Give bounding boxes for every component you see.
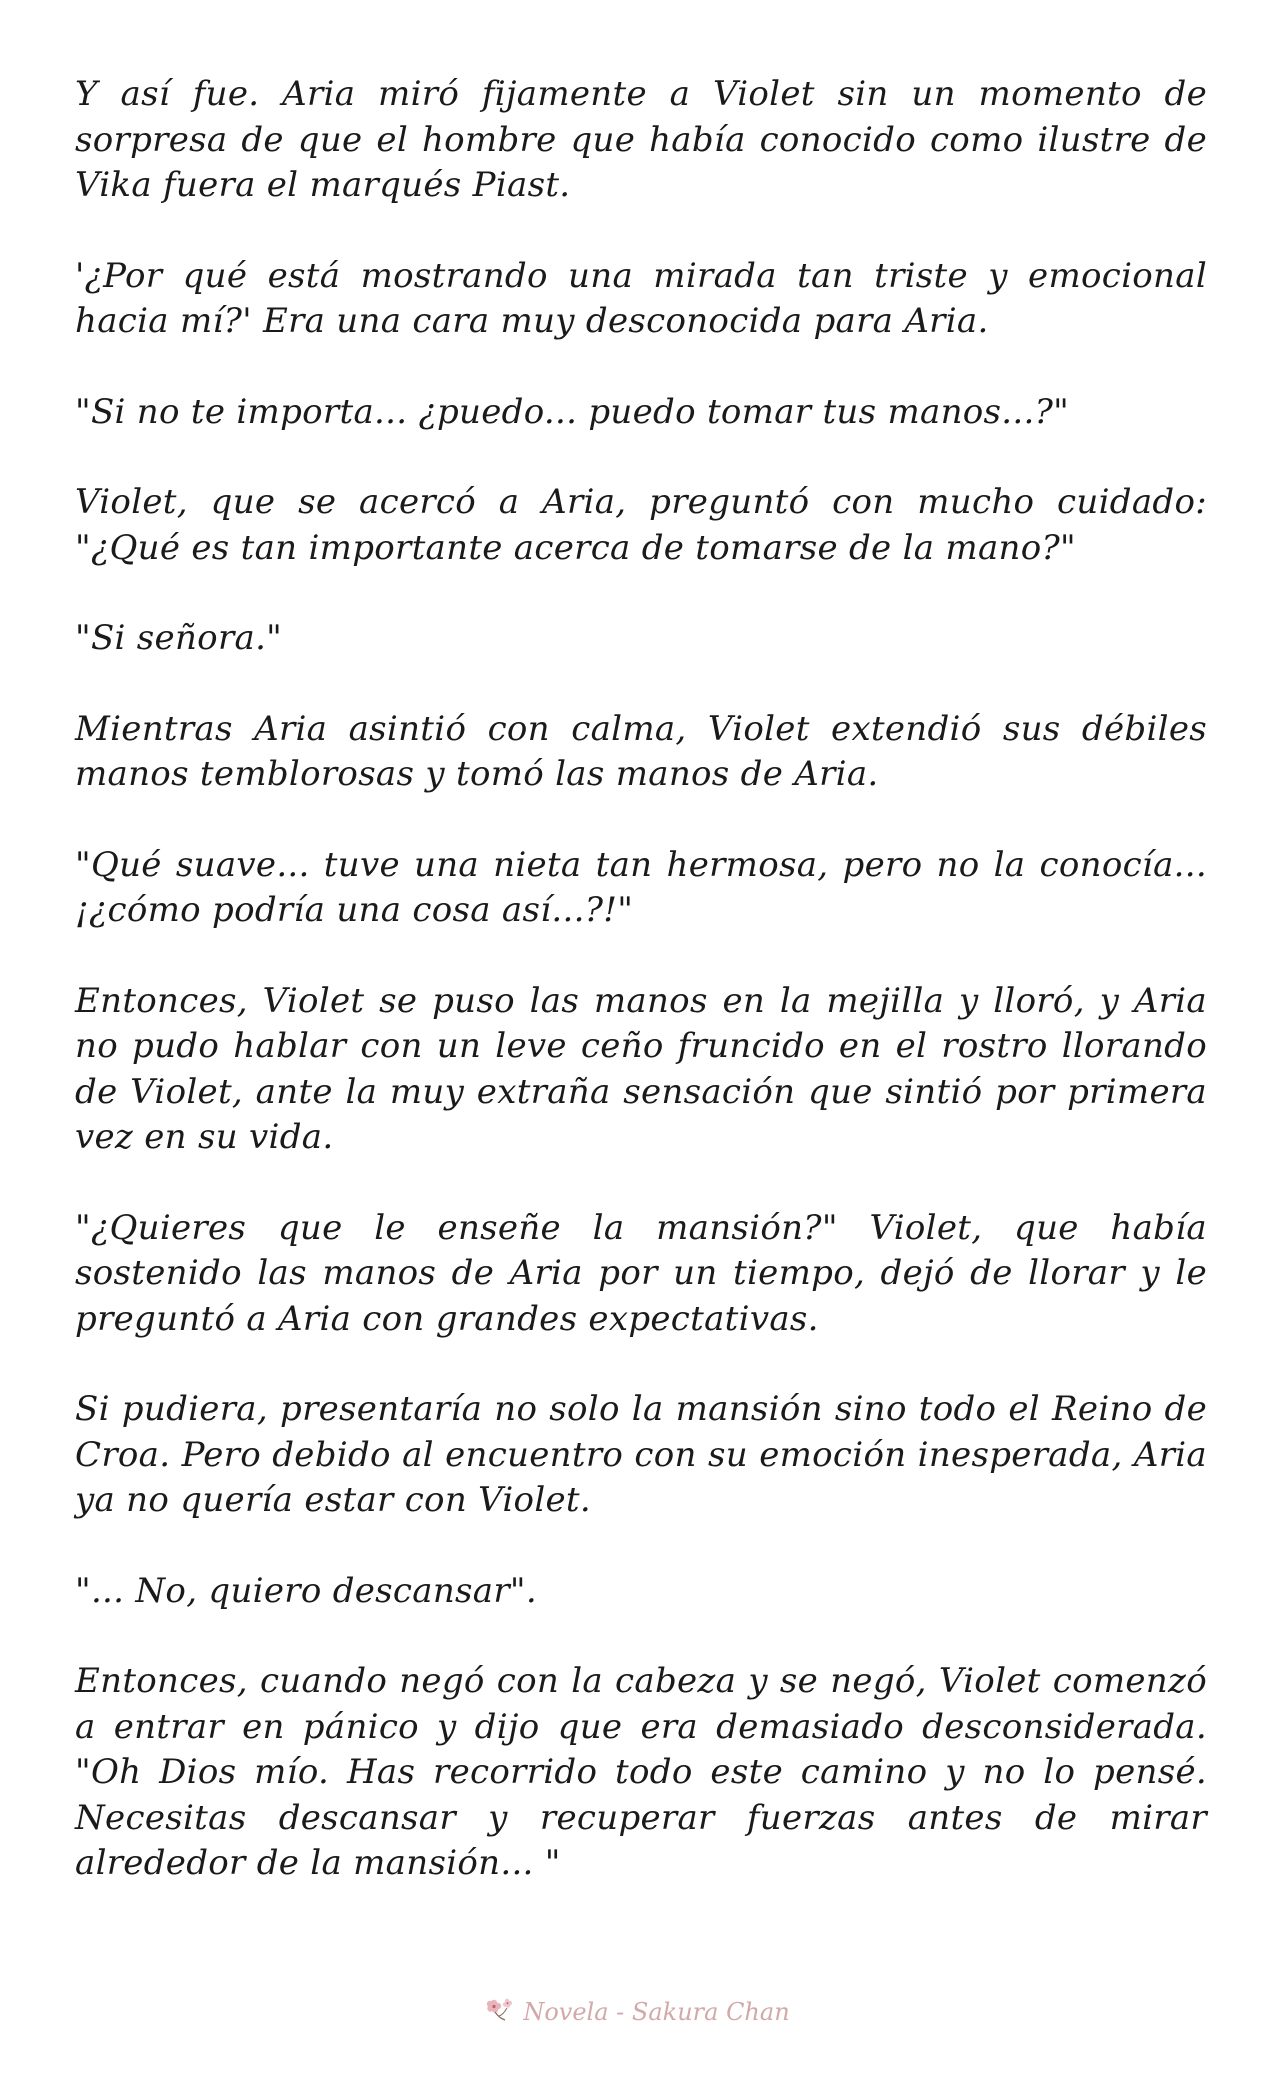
cherry-blossom-icon <box>485 1996 519 2026</box>
paragraph-5: "Si señora." <box>75 618 283 658</box>
chapter-text <box>75 72 1207 1932</box>
paragraph-3: "Si no te importa... ¿puedo... puedo tomar tus manos...?" <box>75 391 1070 432</box>
watermark-footer <box>0 1996 1275 2026</box>
paragraph-4: Violet, que se acercó a Aria, preguntó con mucho cuidado: "¿Qué es tan importante acerca de tomarse de la mano?" <box>75 482 1207 568</box>
paragraph-6: Mientras Aria asintió con calma, Violet extendió sus débiles manos temblorosas y tomó las manos de Aria. <box>75 708 1207 794</box>
paragraph-9: "¿Quieres que le enseñe la mansión?" Violet, que había sostenido las manos de Aria por un tiempo, dejó de llorar y le preguntó a Aria con grandes expectativas. <box>75 1207 1207 1339</box>
paragraph-7: "Qué suave... tuve una nieta tan hermosa, pero no la conocía... ¡¿cómo podría una cosa así...?!" <box>75 844 1207 930</box>
paragraph-8: Entonces, Violet se puso las manos en la mejilla y lloró, y Aria no pudo hablar con un leve ceño fruncido en el rostro llorando de Violet, ante la muy extraña sensación que sintió por primera vez en su vida. <box>75 980 1207 1157</box>
paragraph-1: Y así fue. Aria miró fijamente a Violet sin un momento de sorpresa de que el hombre que había conocido como ilustre de Vika fuera el marqués Piast. <box>75 74 1207 205</box>
paragraph-12: Entonces, cuando negó con la cabeza y se negó, Violet comenzó a entrar en pánico y dijo que era demasiado desconsiderada. "Oh Dios mío. Has recorrido todo este camino y no lo pensé. Necesitas descansar y recuperar fuerzas antes de mirar alrededor de la mansión... " <box>75 1661 1207 1883</box>
paragraph-11: "... No, quiero descansar". <box>75 1570 537 1611</box>
watermark-text: Novela - Sakura Chan <box>523 1998 790 2026</box>
paragraph-2: '¿Por qué está mostrando una mirada tan triste y emocional hacia mí?' Era una cara muy desconocida para Aria. <box>75 255 1207 341</box>
paragraph-10: Si pudiera, presentaría no solo la mansión sino todo el Reino de Croa. Pero debido al encuentro con su emoción inesperada, Aria ya no quería estar con Violet. <box>75 1389 1207 1520</box>
